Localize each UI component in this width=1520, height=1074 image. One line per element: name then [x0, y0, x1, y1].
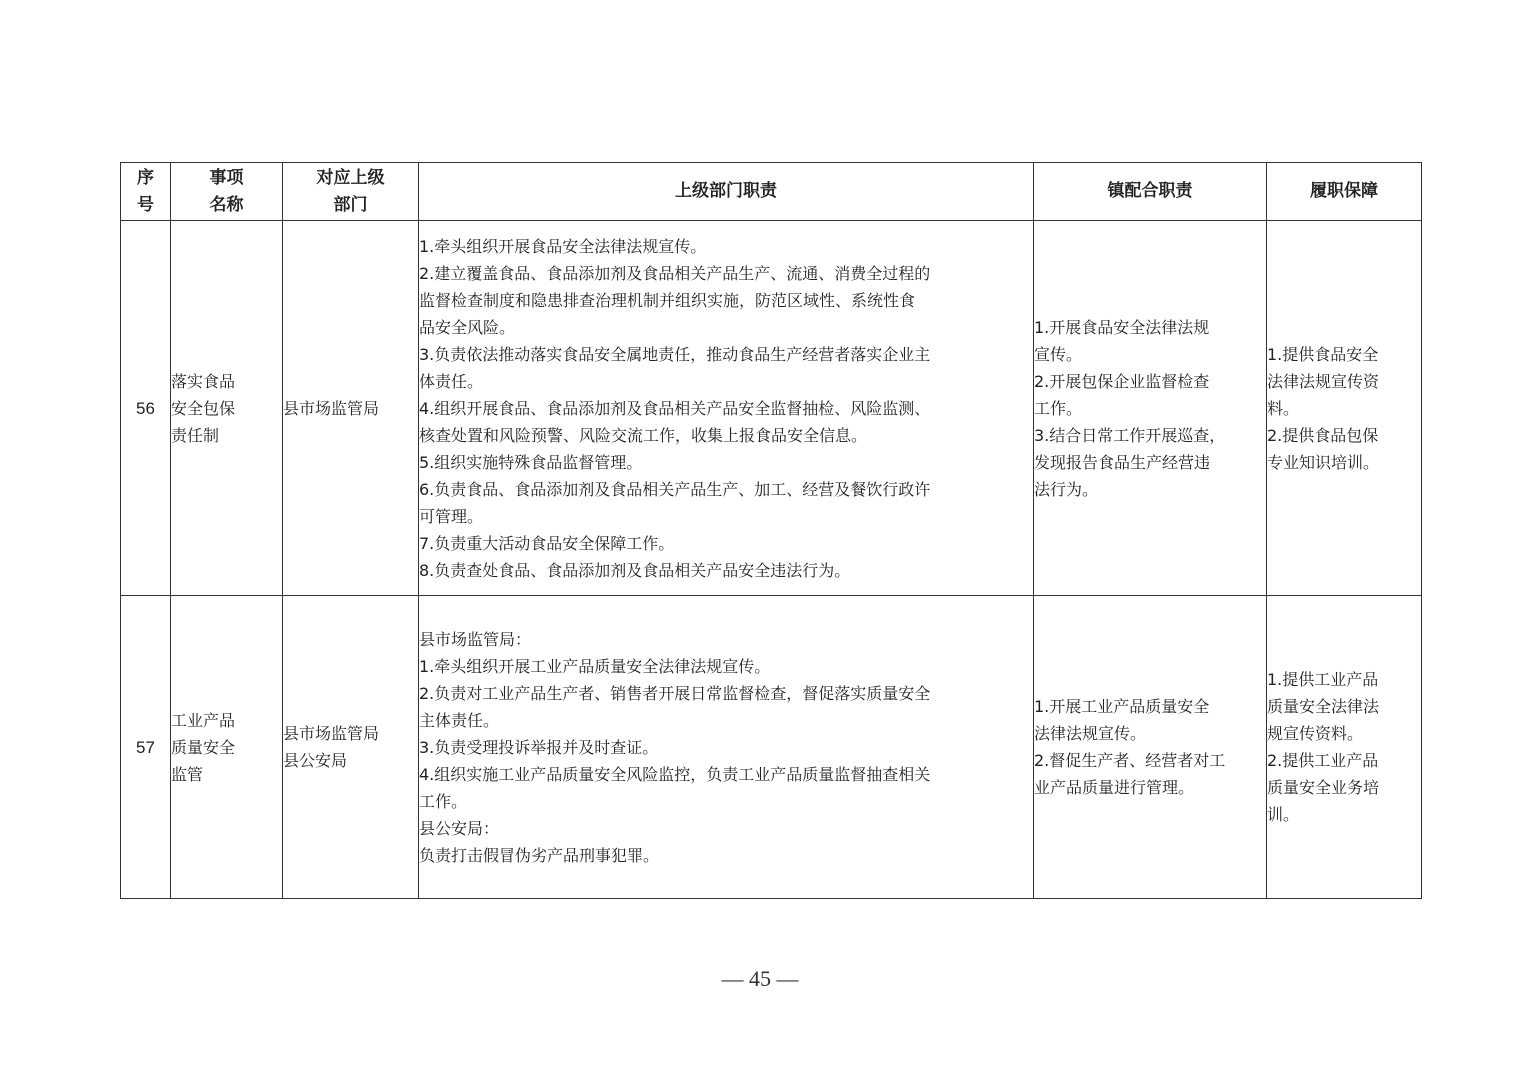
row-town-duties [1034, 596, 1267, 899]
item-line: 安全包保 [171, 398, 236, 418]
row-seq: 56 [121, 221, 171, 596]
header-seq-line: 号 [137, 194, 154, 215]
duty-line: 可管理。 [419, 506, 484, 526]
town-line: 发现报告食品生产经营违 [1034, 452, 1211, 472]
duty-line: 负责打击假冒伪劣产品刑事犯罪。 [419, 845, 660, 865]
header-duties: 上级部门职责 [419, 163, 1034, 221]
duty-line: 2.建立覆盖食品、食品添加剂及食品相关产品生产、流通、消费全过程的 [419, 263, 931, 283]
guarantee-line: 质量安全业务培 [1267, 778, 1380, 797]
header-dept [283, 163, 419, 221]
town-line: 2.开展包保企业监督检查 [1034, 371, 1210, 391]
town-line: 1.开展食品安全法律法规 [1034, 317, 1210, 337]
duty-line: 3.负责依法推动落实食品安全属地责任，推动食品生产经营者落实企业主 [419, 344, 931, 364]
town-line: 法行为。 [1034, 479, 1099, 499]
duty-line: 主体责任。 [419, 710, 500, 730]
guarantee-line: 1.提供食品安全 [1267, 344, 1379, 364]
row-item-name [171, 221, 283, 596]
town-line: 2.督促生产者、经营者对工 [1034, 751, 1226, 770]
header-item [171, 163, 283, 221]
guarantee-line: 质量安全法律法 [1267, 697, 1380, 716]
row-duties [419, 221, 1034, 596]
guarantee-line: 2.提供食品包保 [1267, 425, 1379, 445]
header-seq-line: 序 [137, 167, 154, 188]
header-dept-line: 部门 [333, 194, 368, 215]
header-seq [121, 163, 171, 221]
header-row [121, 163, 1422, 221]
row-guarantee [1267, 596, 1422, 899]
duty-line: 体责任。 [419, 371, 484, 391]
duty-line: 4.组织实施工业产品质量安全风险监控，负责工业产品质量监督抽查相关 [419, 764, 931, 784]
header-dept-line: 对应上级 [316, 167, 385, 188]
header-item-line: 事项 [209, 167, 244, 188]
dept-line: 县公安局 [283, 751, 348, 770]
duty-line: 6.负责食品、食品添加剂及食品相关产品生产、加工、经营及餐饮行政许 [419, 479, 931, 499]
row-guarantee [1267, 221, 1422, 596]
town-line: 业产品质量进行管理。 [1034, 778, 1195, 797]
dept-line: 县市场监管局 [283, 724, 380, 743]
row-dept [283, 221, 419, 596]
town-line: 宣传。 [1034, 344, 1083, 364]
duty-line: 8.负责查处食品、食品添加剂及食品相关产品安全违法行为。 [419, 560, 851, 580]
guarantee-line: 法律法规宣传资 [1267, 371, 1380, 391]
guarantee-line: 专业知识培训。 [1267, 452, 1380, 472]
duty-line: 监督检查制度和隐患排查治理机制并组织实施，防范区域性、系统性食 [419, 290, 916, 310]
town-line: 1.开展工业产品质量安全 [1034, 697, 1210, 716]
duty-line: 3.负责受理投诉举报并及时查证。 [419, 737, 659, 757]
item-line: 质量安全 [171, 737, 236, 757]
guarantee-line: 2.提供工业产品 [1267, 751, 1379, 770]
page-number: — 45 — [721, 966, 799, 991]
guarantee-line: 1.提供工业产品 [1267, 670, 1379, 689]
guarantee-line: 训。 [1267, 805, 1300, 824]
row-item-name [171, 596, 283, 899]
duty-line: 工作。 [419, 791, 468, 811]
duty-line: 2.负责对工业产品生产者、销售者开展日常监督检查，督促落实质量安全 [419, 683, 931, 703]
town-line: 3.结合日常工作开展巡查， [1034, 425, 1226, 445]
header-guarantee: 履职保障 [1267, 163, 1422, 221]
item-line: 监管 [171, 764, 204, 784]
table-row [121, 221, 1422, 596]
dept-line: 县市场监管局 [283, 398, 380, 418]
header-item-line: 名称 [209, 194, 244, 215]
header-town: 镇配合职责 [1034, 163, 1267, 221]
row-seq: 57 [121, 596, 171, 899]
town-line: 工作。 [1034, 398, 1083, 418]
duty-line: 7.负责重大活动食品安全保障工作。 [419, 533, 675, 553]
duty-line: 4.组织开展食品、食品添加剂及食品相关产品安全监督抽检、风险监测、 [419, 398, 931, 418]
row-dept [283, 596, 419, 899]
guarantee-line: 规宣传资料。 [1267, 724, 1364, 743]
duty-line: 品安全风险。 [419, 317, 516, 337]
duty-line: 1.牵头组织开展食品安全法律法规宣传。 [419, 236, 707, 256]
duty-line: 县市场监管局： [419, 629, 532, 649]
table-row [121, 596, 1422, 899]
town-line: 法律法规宣传。 [1034, 724, 1147, 743]
item-line: 责任制 [171, 425, 220, 445]
item-line: 落实食品 [171, 371, 236, 391]
duty-line: 5.组织实施特殊食品监督管理。 [419, 452, 643, 472]
row-town-duties [1034, 221, 1267, 596]
row-duties [419, 596, 1034, 899]
guarantee-line: 料。 [1267, 398, 1300, 418]
item-line: 工业产品 [171, 710, 236, 730]
duty-line: 核查处置和风险预警、风险交流工作，收集上报食品安全信息。 [419, 425, 868, 445]
duty-table [120, 162, 1422, 899]
duty-line: 县公安局： [419, 818, 500, 838]
duty-line: 1.牵头组织开展工业产品质量安全法律法规宣传。 [419, 656, 771, 676]
